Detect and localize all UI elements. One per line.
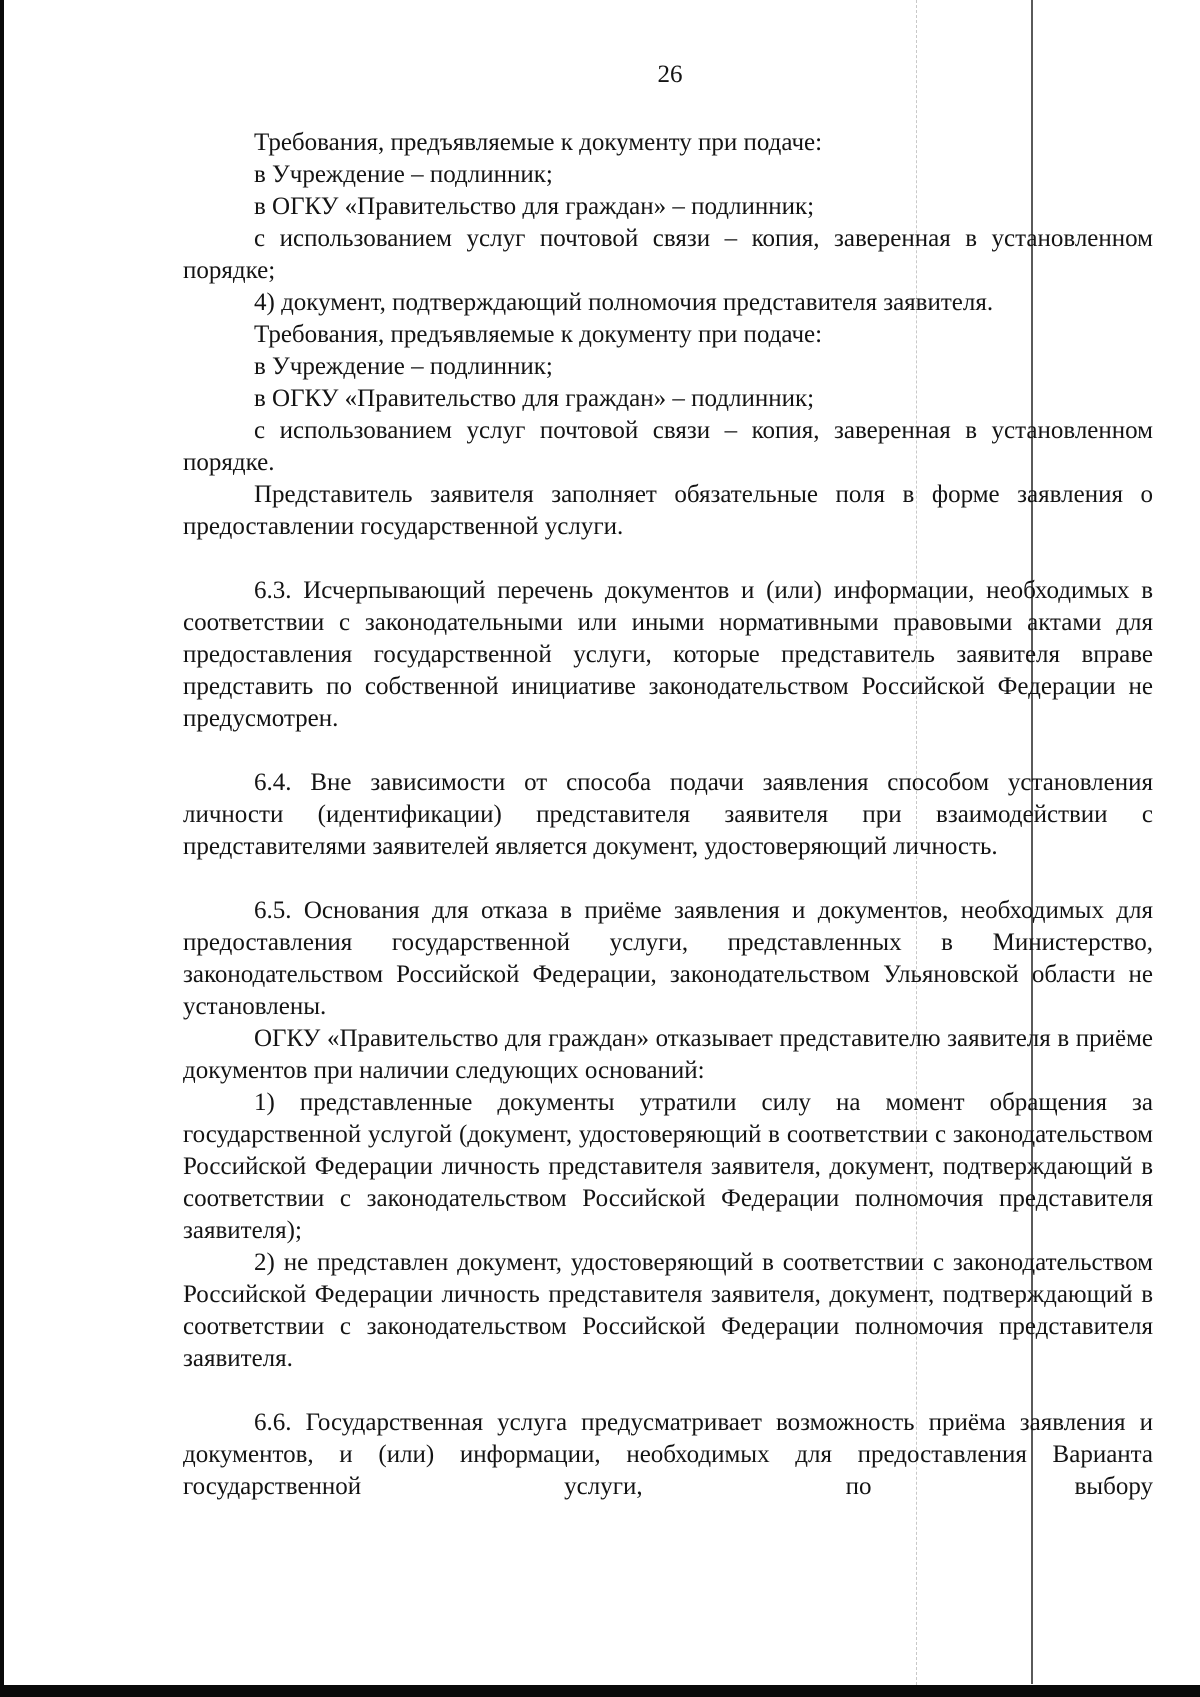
- section-6-4: 6.4. Вне зависимости от способа подачи заявления способом установления личности (идентификации) представителя заявителя при взаимодействии с представителями заявителей является документ, удостоверяющий личность.: [183, 769, 1153, 860]
- paragraph: Требования, предъявляемые к документу при подаче:: [254, 321, 823, 348]
- paragraph: в ОГКУ «Правительство для граждан» – подлинник;: [254, 193, 815, 220]
- section-6-5: 6.5. Основания для отказа в приёме заявления и документов, необходимых для предоставления государственной услуги, представленных в Министерство, законодательством Российской Федерации, законодательством Ульяновской области не установлены.: [183, 897, 1153, 1020]
- list-item: 2) не представлен документ, удостоверяющий в соответствии с законодательством Российской Федерации личность представителя заявителя, документ, подтверждающий в соответствии с законодательством Российской Федерации полномочия представителя заявителя.: [183, 1249, 1153, 1372]
- paragraph: в Учреждение – подлинник;: [254, 353, 553, 380]
- list-item: 1) представленные документы утратили силу на момент обращения за государственной услугой (документ, удостоверяющий в соответствии с законодательством Российской Федерации личность представителя заявителя, документ, подтверждающий в соответствии с законодательством Российской Федерации полномочия представителя заявителя);: [183, 1089, 1153, 1244]
- document-body: [183, 127, 1153, 1503]
- section-6-3: 6.3. Исчерпывающий перечень документов и (или) информации, необходимых в соответствии с законодательными или иными нормативными правовыми актами для предоставления государственной услуги, которые представитель заявителя вправе представить по собственной инициативе законодательством Российской Федерации не предусмотрен.: [183, 577, 1153, 732]
- paragraph: в Учреждение – подлинник;: [254, 161, 553, 188]
- paragraph: с использованием услуг почтовой связи – копия, заверенная в установленном порядке.: [183, 417, 1153, 476]
- scan-bottom-edge: [0, 1685, 1200, 1697]
- section-6-6: 6.6. Государственная услуга предусматривает возможность приёма заявления и документов, и (или) информации, необходимых для предоставления Варианта государственной услуги, по выбору: [183, 1409, 1153, 1500]
- paragraph: 4) документ, подтверждающий полномочия представителя заявителя.: [254, 289, 994, 316]
- scan-left-edge: [0, 0, 4, 1697]
- paragraph: ОГКУ «Правительство для граждан» отказывает представителю заявителя в приёме документов при наличии следующих оснований:: [183, 1025, 1153, 1084]
- paragraph: в ОГКУ «Правительство для граждан» – подлинник;: [254, 385, 815, 412]
- paragraph: с использованием услуг почтовой связи – копия, заверенная в установленном порядке;: [183, 225, 1153, 284]
- page-number: 26: [657, 61, 683, 88]
- paragraph: Требования, предъявляемые к документу при подаче:: [254, 129, 823, 156]
- paragraph: Представитель заявителя заполняет обязательные поля в форме заявления о предоставлении государственной услуги.: [183, 481, 1153, 540]
